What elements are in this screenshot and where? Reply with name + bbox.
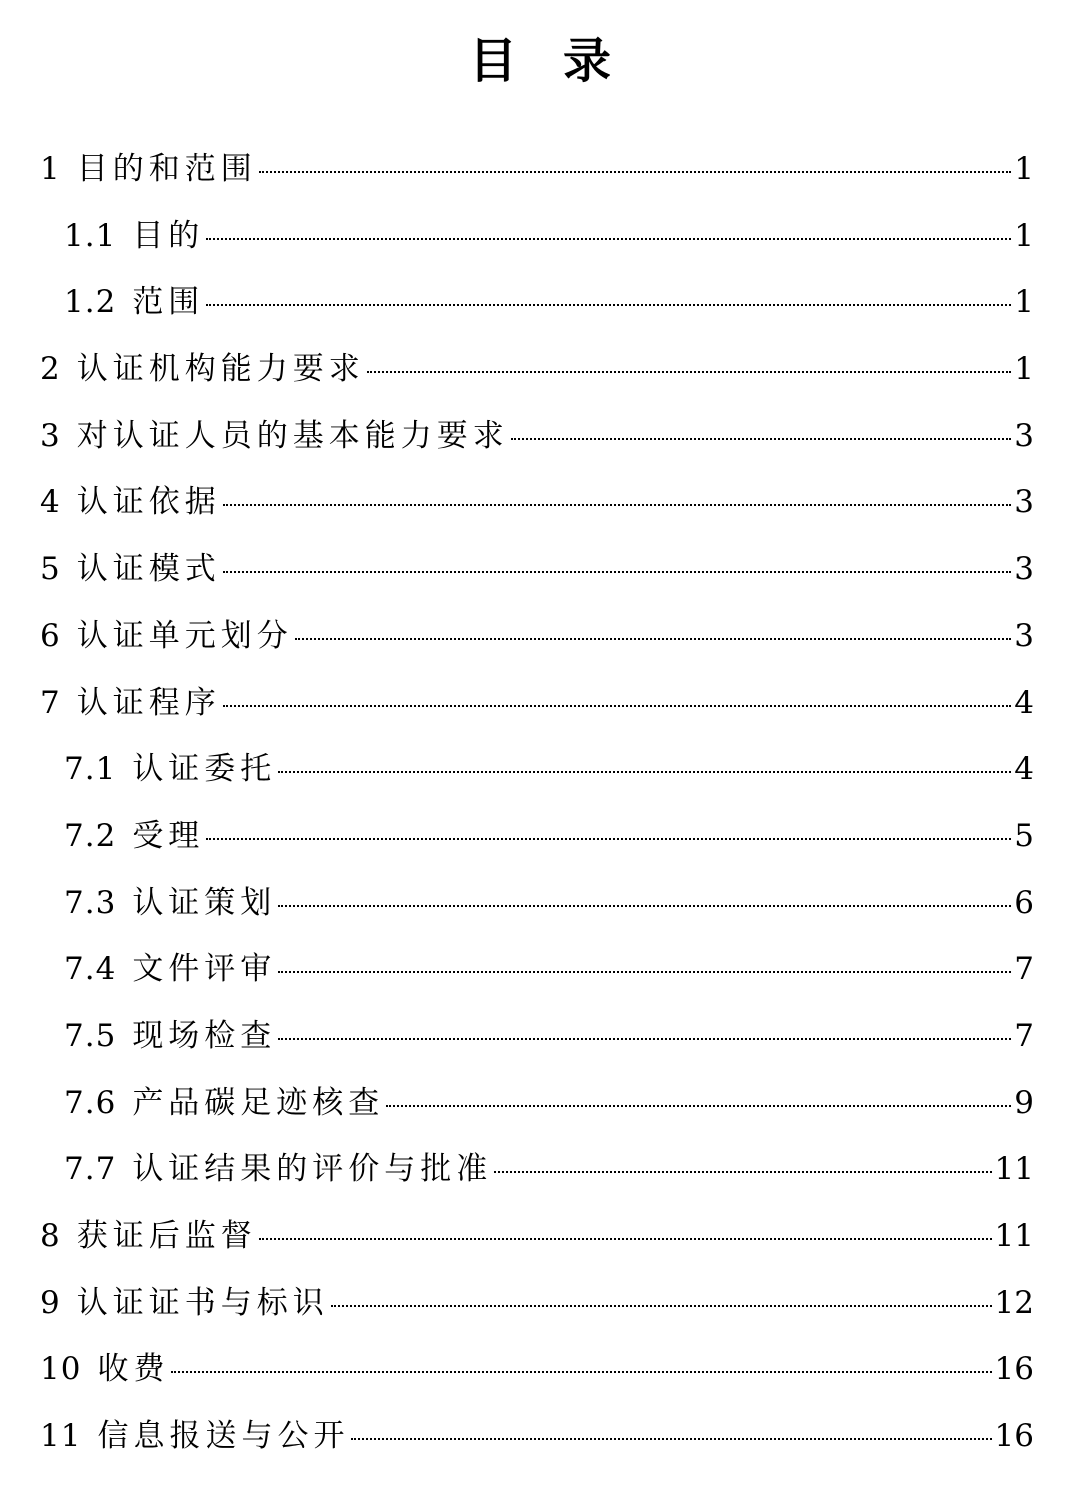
toc-entry[interactable] — [40, 1003, 1034, 1070]
toc-entry[interactable] — [40, 1336, 1034, 1403]
dot-leader — [223, 504, 1012, 506]
toc-entry-number: 7 — [40, 684, 61, 721]
toc-entry-number: 1.2 — [64, 284, 117, 321]
dot-leader — [278, 1038, 1011, 1040]
toc-entry-title: 认证策划 — [132, 884, 277, 921]
toc-entry-number: 4 — [40, 484, 61, 521]
toc-entry-number: 10 — [40, 1351, 82, 1388]
toc-entry[interactable] — [40, 1270, 1034, 1337]
toc-entry-title: 受理 — [132, 817, 205, 854]
toc-entry-title: 文件评审 — [132, 951, 277, 988]
toc-entry[interactable] — [40, 936, 1034, 1003]
toc-entry-title: 认证结果的评价与批准 — [132, 1151, 493, 1188]
toc-entry-title: 目的 — [132, 217, 205, 254]
toc-entry-page-number: 3 — [1014, 617, 1034, 654]
toc-entry[interactable] — [40, 1070, 1034, 1137]
toc-entry-title: 认证证书与标识 — [76, 1284, 329, 1321]
dot-leader — [278, 771, 1011, 773]
toc-entry-page-number: 11 — [994, 1151, 1034, 1188]
toc-entry-number: 1.1 — [64, 217, 117, 254]
toc-entry[interactable] — [40, 1403, 1034, 1470]
toc-entry-title: 目的和范围 — [76, 151, 257, 187]
toc-entry[interactable] — [40, 870, 1034, 937]
toc-entry[interactable] — [40, 670, 1034, 737]
toc-entry-title: 认证依据 — [76, 484, 221, 521]
toc-entry-title: 获证后监督 — [76, 1218, 257, 1254]
toc-entry[interactable] — [40, 336, 1034, 403]
toc-entry[interactable] — [40, 803, 1034, 870]
dot-leader — [295, 638, 1012, 640]
toc-entry[interactable] — [40, 136, 1034, 203]
toc-title: 目录 — [468, 33, 657, 89]
toc-entry-page-number: 7 — [1014, 951, 1034, 988]
dot-leader — [494, 1171, 991, 1173]
toc-entry-page-number: 1 — [1014, 351, 1034, 388]
toc-entry-page-number: 3 — [1014, 417, 1034, 454]
toc-entry[interactable] — [40, 203, 1034, 270]
dot-leader — [386, 1105, 1011, 1107]
toc-entry[interactable] — [40, 269, 1034, 336]
toc-entry-page-number: 6 — [1014, 884, 1034, 921]
toc-entry-title: 认证模式 — [76, 551, 221, 588]
toc-entry-number: 7.1 — [64, 751, 117, 788]
toc-entry-page-number: 1 — [1014, 284, 1034, 321]
toc-entry-title: 范围 — [132, 284, 205, 321]
toc-entry-page-number: 3 — [1014, 551, 1034, 588]
toc-entry-title: 收费 — [97, 1351, 170, 1388]
toc-list — [40, 136, 1034, 1470]
dot-leader — [171, 1371, 991, 1373]
toc-entry-number: 7.2 — [64, 817, 117, 854]
dot-leader — [331, 1305, 992, 1307]
toc-entry-page-number: 9 — [1014, 1084, 1034, 1121]
toc-entry-page-number: 7 — [1014, 1017, 1034, 1054]
dot-leader — [367, 371, 1012, 373]
dot-leader — [223, 705, 1012, 707]
toc-entry-title: 认证程序 — [76, 684, 221, 721]
toc-entry-number: 8 — [40, 1218, 61, 1254]
toc-entry-number: 7.7 — [64, 1151, 117, 1188]
toc-entry-page-number: 1 — [1014, 217, 1034, 254]
toc-entry-title: 现场检查 — [132, 1017, 277, 1054]
dot-leader — [206, 304, 1011, 306]
toc-entry-number: 5 — [40, 551, 61, 588]
toc-entry-number: 7.5 — [64, 1017, 117, 1054]
toc-entry[interactable] — [40, 1136, 1034, 1203]
dot-leader — [278, 905, 1011, 907]
toc-entry[interactable] — [40, 736, 1034, 803]
toc-entry-number: 2 — [40, 351, 61, 388]
toc-entry-number: 6 — [40, 617, 61, 654]
toc-entry-page-number: 1 — [1014, 151, 1034, 187]
toc-entry[interactable] — [40, 536, 1034, 603]
toc-entry-number: 7.6 — [64, 1084, 117, 1121]
toc-entry-number: 1 — [40, 151, 61, 187]
toc-entry-title: 信息报送与公开 — [97, 1418, 350, 1455]
dot-leader — [223, 571, 1012, 573]
dot-leader — [259, 1238, 992, 1240]
toc-entry-number: 11 — [40, 1418, 82, 1455]
toc-entry-title: 认证委托 — [132, 751, 277, 788]
toc-entry-title: 认证单元划分 — [76, 617, 293, 654]
toc-entry-page-number: 16 — [994, 1418, 1034, 1455]
toc-entry-title: 认证机构能力要求 — [76, 351, 365, 388]
toc-entry[interactable] — [40, 603, 1034, 670]
dot-leader — [206, 838, 1011, 840]
dot-leader — [351, 1438, 991, 1440]
toc-entry-page-number: 3 — [1014, 484, 1034, 521]
toc-entry-page-number: 16 — [994, 1351, 1034, 1388]
toc-entry-title: 对认证人员的基本能力要求 — [76, 417, 509, 454]
toc-entry[interactable] — [40, 403, 1034, 470]
toc-entry-number: 9 — [40, 1284, 61, 1321]
toc-entry-page-number: 5 — [1014, 817, 1034, 854]
toc-entry-number: 7.3 — [64, 884, 117, 921]
dot-leader — [278, 971, 1011, 973]
dot-leader — [259, 171, 1012, 173]
dot-leader — [511, 438, 1012, 440]
toc-entry-number: 7.4 — [64, 951, 117, 988]
toc-entry[interactable] — [40, 1203, 1034, 1270]
dot-leader — [206, 238, 1011, 240]
toc-entry-page-number: 4 — [1014, 751, 1034, 788]
toc-entry-number: 3 — [40, 417, 61, 454]
toc-entry[interactable] — [40, 469, 1034, 536]
toc-entry-page-number: 12 — [994, 1284, 1034, 1321]
toc-entry-page-number: 11 — [994, 1218, 1034, 1254]
toc-entry-page-number: 4 — [1014, 684, 1034, 721]
toc-entry-title: 产品碳足迹核查 — [132, 1084, 385, 1121]
